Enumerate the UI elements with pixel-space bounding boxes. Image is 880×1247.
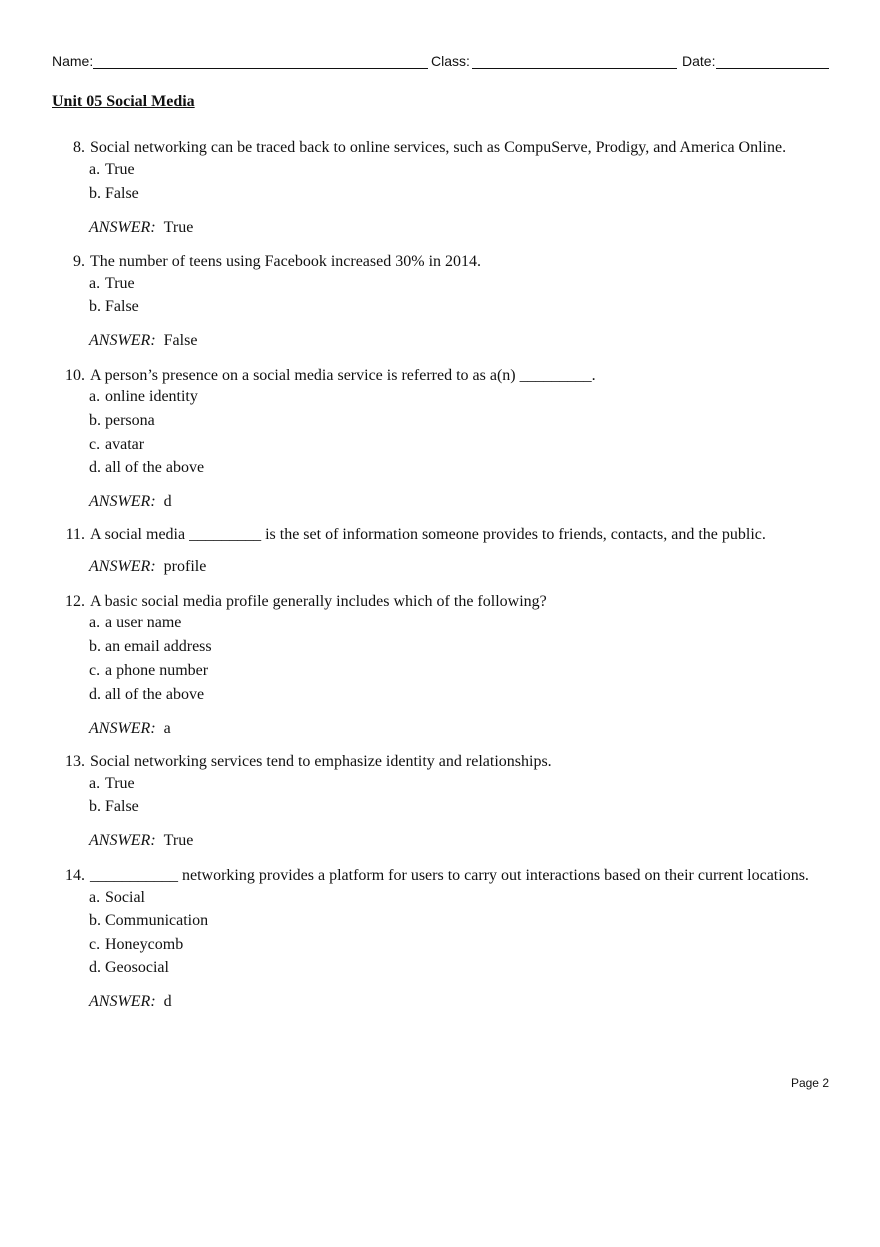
option-letter: a.	[89, 161, 101, 178]
answer-line	[89, 831, 193, 851]
option-text: all of the above	[105, 459, 205, 476]
answer-option	[89, 958, 169, 978]
question-number: 10.	[65, 367, 85, 384]
option-text: avatar	[105, 436, 145, 453]
answer-option	[89, 411, 155, 431]
student-info-header	[52, 52, 829, 72]
answer-label: ANSWER:	[89, 332, 156, 349]
question-number: 8.	[73, 139, 85, 156]
answer-option	[89, 435, 144, 455]
option-letter: b.	[89, 798, 101, 815]
answer-value: d	[163, 493, 172, 510]
answer-option	[89, 685, 204, 705]
option-letter: a.	[89, 388, 101, 405]
option-text: an email address	[105, 638, 212, 655]
name-field-line	[93, 68, 428, 69]
option-text: a phone number	[105, 662, 209, 679]
option-text: Social	[105, 889, 145, 906]
answer-label: ANSWER:	[89, 832, 156, 849]
question-number: 12.	[65, 593, 85, 610]
answer-option	[89, 888, 145, 908]
option-letter: b.	[89, 912, 101, 929]
option-letter: b.	[89, 638, 101, 655]
option-letter: c.	[89, 436, 101, 453]
answer-label: ANSWER:	[89, 219, 156, 236]
option-text: Honeycomb	[105, 936, 184, 953]
option-letter: c.	[89, 936, 101, 953]
option-text: False	[105, 298, 139, 315]
answer-option	[89, 797, 139, 817]
answer-option	[89, 184, 139, 204]
option-letter: d.	[89, 959, 101, 976]
answer-option	[89, 613, 181, 633]
option-letter: c.	[89, 662, 101, 679]
answer-line	[89, 719, 171, 739]
option-text: persona	[105, 412, 155, 429]
answer-value: d	[163, 993, 172, 1010]
option-text: True	[105, 775, 135, 792]
option-text: Geosocial	[105, 959, 169, 976]
answer-option	[89, 297, 139, 317]
answer-value: False	[163, 332, 198, 349]
option-text: False	[105, 185, 139, 202]
answer-value: a	[163, 720, 171, 737]
class-field-line	[472, 68, 677, 69]
option-text: a user name	[105, 614, 182, 631]
option-letter: d.	[89, 459, 101, 476]
answer-line	[89, 557, 206, 577]
option-letter: b.	[89, 298, 101, 315]
unit-title: Unit 05 Social Media	[52, 93, 195, 110]
option-text: online identity	[105, 388, 198, 405]
question-stem: Social networking services tend to emphasize identity and relationships.	[90, 753, 552, 770]
option-letter: a.	[89, 614, 101, 631]
answer-value: True	[163, 219, 194, 236]
question-stem: A basic social media profile generally includes which of the following?	[90, 593, 547, 610]
answer-value: profile	[163, 558, 207, 575]
option-text: True	[105, 275, 135, 292]
question-stem: A person’s presence on a social media service is referred to as a(n) _________.	[90, 367, 596, 384]
question-stem: Social networking can be traced back to online services, such as CompuServe, Prodigy, and America Online.	[90, 139, 787, 156]
answer-option	[89, 935, 183, 955]
answer-line	[89, 331, 197, 351]
answer-option	[89, 911, 208, 931]
option-letter: d.	[89, 686, 101, 703]
question-number: 11.	[65, 526, 85, 543]
option-text: all of the above	[105, 686, 205, 703]
page-number: Page 2	[790, 1076, 829, 1090]
answer-option	[89, 160, 135, 180]
option-text: False	[105, 798, 139, 815]
answer-option	[89, 458, 204, 478]
option-text: Communication	[105, 912, 209, 929]
option-letter: b.	[89, 185, 101, 202]
answer-option	[89, 387, 198, 407]
date-label: Date:	[682, 53, 716, 69]
name-label: Name:	[52, 53, 94, 69]
option-text: True	[105, 161, 135, 178]
question-stem: The number of teens using Facebook increased 30% in 2014.	[90, 253, 482, 270]
answer-label: ANSWER:	[89, 993, 156, 1010]
option-letter: a.	[89, 275, 101, 292]
answer-option	[89, 637, 212, 657]
answer-line	[89, 492, 172, 512]
class-label: Class:	[431, 53, 470, 69]
option-letter: a.	[89, 889, 101, 906]
option-letter: a.	[89, 775, 101, 792]
answer-line	[89, 992, 172, 1012]
date-field-line	[716, 68, 829, 69]
answer-line	[89, 218, 193, 238]
answer-label: ANSWER:	[89, 493, 156, 510]
question-number: 13.	[65, 753, 85, 770]
question-number: 14.	[65, 867, 85, 884]
answer-option	[89, 661, 208, 681]
answer-value: True	[163, 832, 194, 849]
answer-label: ANSWER:	[89, 720, 156, 737]
question-stem: A social media _________ is the set of information someone provides to friends, contacts, and the public.	[90, 526, 766, 543]
answer-label: ANSWER:	[89, 558, 156, 575]
question-stem: ___________ networking provides a platform for users to carry out interactions based on their current locations.	[90, 867, 809, 884]
answer-option	[89, 774, 135, 794]
option-letter: b.	[89, 412, 101, 429]
answer-option	[89, 274, 135, 294]
question-number: 9.	[73, 253, 85, 270]
